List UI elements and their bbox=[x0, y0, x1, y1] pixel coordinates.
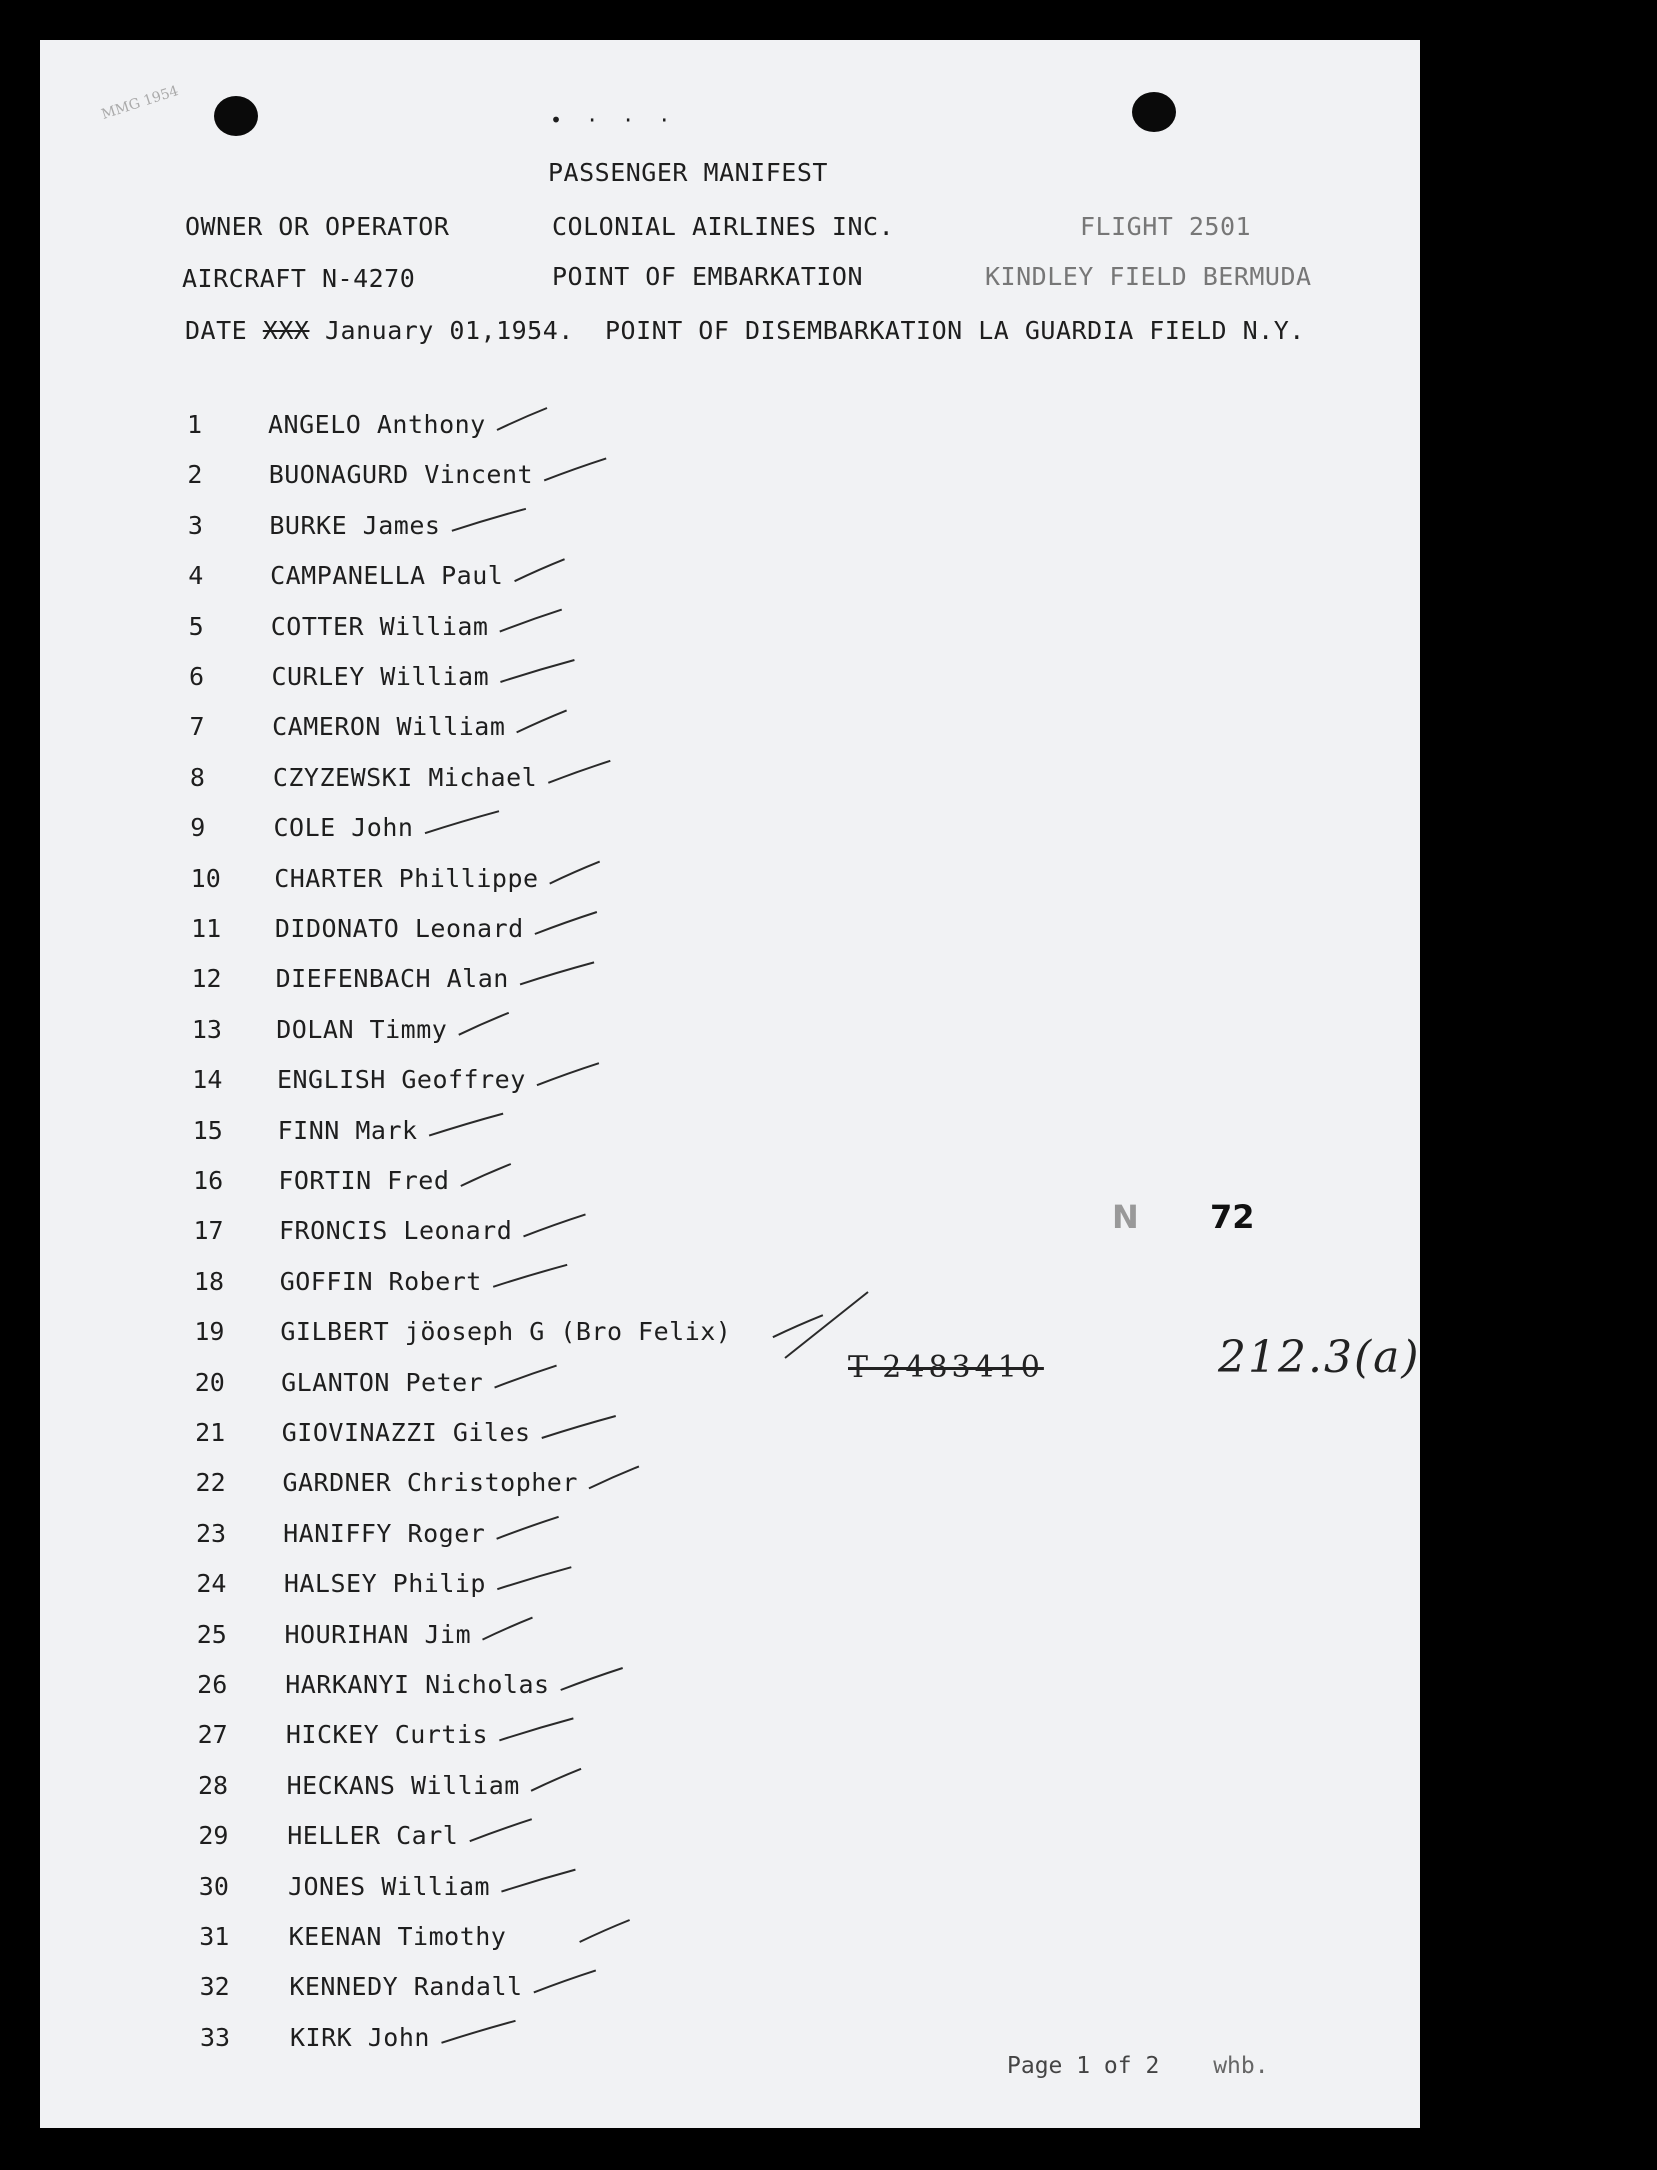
check-mark bbox=[452, 509, 526, 531]
handwritten-code: 212.3(a) bbox=[1218, 1332, 1421, 1383]
passenger-number: 13 bbox=[191, 1014, 222, 1044]
passenger-name: GOFFIN Robert bbox=[279, 1266, 482, 1296]
passenger-number: 16 bbox=[193, 1166, 224, 1195]
date-value: January 01,1954. bbox=[325, 316, 574, 345]
check-mark bbox=[483, 1618, 533, 1640]
passenger-name: KEENAN Timothy bbox=[288, 1922, 507, 1951]
owner-value: COLONIAL AIRLINES INC. bbox=[552, 212, 895, 241]
embarkation-value: KINDLEY FIELD BERMUDA bbox=[985, 262, 1312, 291]
passenger-name: BURKE James bbox=[269, 510, 441, 540]
passenger-name: CZYZEWSKI Michael bbox=[272, 762, 538, 792]
passenger-name: CAMPANELLA Paul bbox=[270, 561, 504, 591]
passenger-number: 31 bbox=[199, 1922, 230, 1951]
passenger-number: 21 bbox=[195, 1418, 226, 1447]
passenger-number: 22 bbox=[195, 1468, 226, 1498]
check-mark bbox=[459, 1013, 509, 1035]
passenger-number: 3 bbox=[187, 510, 203, 540]
check-mark bbox=[501, 1870, 575, 1892]
passenger-number: 23 bbox=[195, 1518, 227, 1548]
passenger-name: HOURIHAN Jim bbox=[284, 1619, 472, 1649]
flight-number: FLIGHT 2501 bbox=[1080, 212, 1252, 241]
passenger-number: 14 bbox=[192, 1065, 223, 1095]
passenger-name: DIDONATO Leonard bbox=[274, 914, 524, 943]
passenger-number: 27 bbox=[197, 1720, 228, 1750]
check-mark bbox=[520, 962, 594, 984]
check-mark bbox=[499, 1718, 573, 1740]
check-mark bbox=[561, 1668, 623, 1690]
passenger-number: 4 bbox=[188, 561, 204, 591]
check-mark bbox=[544, 458, 606, 480]
passenger-name: CAMERON William bbox=[272, 712, 506, 742]
check-mark bbox=[580, 1920, 630, 1942]
passenger-number: 29 bbox=[198, 1821, 229, 1851]
passenger-name: HANIFFY Roger bbox=[283, 1518, 486, 1548]
embarkation-label: POINT OF EMBARKATION bbox=[552, 262, 864, 291]
check-mark bbox=[589, 1466, 639, 1488]
check-marks bbox=[40, 40, 1420, 2128]
passenger-name: DIEFENBACH Alan bbox=[275, 964, 509, 994]
passenger-number: 10 bbox=[190, 863, 221, 893]
check-mark bbox=[537, 1063, 599, 1085]
passenger-name: KIRK John bbox=[290, 2022, 430, 2052]
passenger-number: 8 bbox=[189, 762, 205, 792]
passenger-number: 1 bbox=[187, 410, 203, 439]
check-mark bbox=[535, 912, 597, 934]
check-mark bbox=[470, 1819, 532, 1841]
passenger-number: 11 bbox=[191, 914, 222, 943]
passenger-name: HALSEY Philip bbox=[283, 1569, 486, 1599]
check-mark bbox=[497, 408, 547, 430]
passenger-name: HICKEY Curtis bbox=[285, 1720, 489, 1750]
passenger-name: CHARTER Phillippe bbox=[274, 863, 539, 893]
passenger-number: 18 bbox=[193, 1266, 225, 1296]
passenger-name: KENNEDY Randall bbox=[289, 1972, 523, 2002]
passenger-number: 33 bbox=[200, 2022, 231, 2052]
date-prefix: DATE bbox=[185, 316, 248, 345]
check-mark bbox=[531, 1769, 581, 1791]
pencil-annotation: MMG 1954 bbox=[99, 83, 181, 123]
check-mark bbox=[497, 1567, 571, 1589]
passenger-name: FINN Mark bbox=[277, 1115, 418, 1145]
passenger-name: GIOVINAZZI Giles bbox=[281, 1418, 531, 1447]
passenger-name: ANGELO Anthony bbox=[268, 410, 486, 439]
check-mark bbox=[517, 710, 567, 732]
page-indicator: Page 1 of 2 bbox=[1007, 2053, 1160, 2079]
passenger-number: 9 bbox=[190, 813, 206, 843]
passenger-name: GARDNER Christopher bbox=[282, 1468, 578, 1498]
passenger-number: 30 bbox=[198, 1871, 229, 1901]
check-mark bbox=[550, 862, 600, 884]
passenger-name: ENGLISH Geoffrey bbox=[276, 1065, 526, 1095]
passenger-number: 24 bbox=[196, 1569, 227, 1599]
check-mark bbox=[497, 1517, 559, 1539]
check-mark bbox=[542, 1416, 616, 1438]
struck-number: T-2483410 bbox=[848, 1350, 1044, 1385]
passenger-name: GLANTON Peter bbox=[281, 1367, 484, 1397]
check-mark bbox=[495, 1366, 557, 1388]
passenger-name: HELLER Carl bbox=[287, 1821, 459, 1851]
passenger-number: 20 bbox=[194, 1367, 225, 1397]
owner-label: OWNER OR OPERATOR bbox=[185, 212, 450, 241]
page-footer bbox=[1007, 2053, 1269, 2079]
passenger-name: JONES William bbox=[287, 1871, 491, 1901]
check-mark bbox=[461, 1164, 511, 1186]
check-mark bbox=[500, 660, 574, 682]
typist-initials: whb. bbox=[1213, 2053, 1269, 2079]
passenger-number: 17 bbox=[193, 1216, 224, 1246]
check-mark bbox=[429, 1114, 503, 1136]
passenger-name: FORTIN Fred bbox=[278, 1166, 450, 1195]
passenger-name: FRONCIS Leonard bbox=[279, 1216, 513, 1246]
passenger-number: 32 bbox=[199, 1972, 230, 2002]
passenger-number: 26 bbox=[197, 1670, 228, 1699]
passenger-number: 15 bbox=[192, 1115, 223, 1145]
passenger-number: 2 bbox=[187, 460, 203, 490]
date-struck: XXX bbox=[262, 316, 310, 345]
passenger-number: 25 bbox=[196, 1619, 227, 1649]
passenger-number: 6 bbox=[189, 662, 205, 691]
passenger-name: HARKANYI Nicholas bbox=[285, 1670, 550, 1699]
passenger-name: COTTER William bbox=[270, 611, 489, 641]
passenger-name: HECKANS William bbox=[286, 1770, 520, 1800]
disembarkation: POINT OF DISEMBARKATION LA GUARDIA FIELD N.Y. bbox=[605, 316, 1305, 345]
passenger-number: 7 bbox=[189, 712, 205, 742]
check-mark bbox=[500, 610, 562, 632]
check-mark bbox=[493, 1265, 567, 1287]
passenger-number: 12 bbox=[191, 964, 222, 994]
check-mark bbox=[534, 1970, 596, 1992]
check-mark bbox=[442, 2021, 516, 2043]
check-mark bbox=[515, 559, 565, 581]
stamp-number: 72 bbox=[1210, 1198, 1255, 1236]
passenger-name: BUONAGURD Vincent bbox=[268, 460, 534, 490]
passenger-name: COLE John bbox=[273, 813, 414, 843]
passenger-name: CURLEY William bbox=[271, 662, 490, 691]
passenger-number: 19 bbox=[194, 1317, 225, 1347]
passenger-number: 28 bbox=[197, 1770, 229, 1800]
passenger-name: GILBERT jöoseph G (Bro Felix) bbox=[280, 1317, 732, 1347]
passenger-number: 5 bbox=[188, 611, 204, 641]
check-mark bbox=[548, 761, 610, 783]
stamp-smudge: N bbox=[1112, 1198, 1139, 1236]
typed-marks: • · · · bbox=[550, 108, 677, 132]
passenger-name: DOLAN Timmy bbox=[276, 1014, 448, 1044]
check-mark bbox=[524, 1214, 586, 1236]
aircraft-number: AIRCRAFT N-4270 bbox=[182, 264, 416, 293]
manifest-title: PASSENGER MANIFEST bbox=[548, 158, 828, 187]
check-mark bbox=[425, 811, 499, 833]
manifest-page bbox=[40, 40, 1420, 2128]
